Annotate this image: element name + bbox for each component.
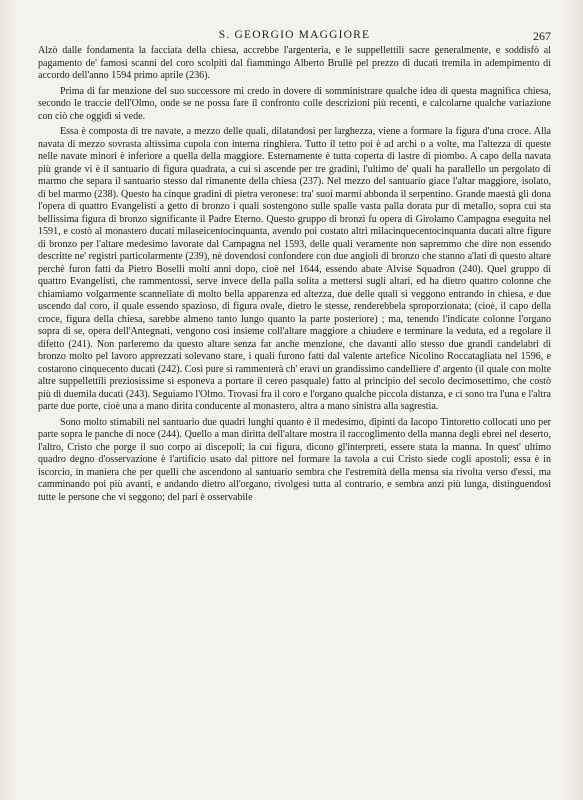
body-text <box>38 45 551 504</box>
running-header <box>38 29 551 43</box>
running-title: S. GEORGIO MAGGIORE <box>218 29 371 41</box>
paragraph-3: Essa è composta di tre navate, a mezzo delle quali, dilatandosi per larghezza, viene a formare la figura d'una croce. Alla navata di mezzo sovrasta altissima cupola con interna ringhiera. Tutto il tetto poi è ad archi o a volte, ma l'altezza di queste nelle navate minori è inferiore a quella della maggiore. Esternamente è tutta coperta di lastre di piombo. A capo della navata più grande vi è il santuario di figura quadrata, a cui si ascende per tre gradini, l'ultimo de' quali ha parallello un pergolato di marmo che separa il santuario stesso dal rimanente della chiesa (237). Nel mezzo del santuario giace l'altar maggiore, isolato, di bel marmo (238). Questo ha cinque gradini di pietra veronese: tra' suoi marmi abbonda il serpentino. Grande maestà gli dona l'opera di quattro Evangelisti a getto di bronzo i quali sostengono sulle spalle vasta palla dorata pur di metallo, sopra cui sta bellissima figura di bronzo significante il Padre Eterno. Questo gruppo di bronzi fu opera di Girolamo Campagna eseguita nel 1591, e costò al monastero ducati milaseicentocinquanta, avendo poi costato altri milacinquecentocinquanta ducati altre figure di bronzo per l'altare medesimo lavorate dal Campagna nel 1593, delle quali veramente non sapremmo che dire non essendo descritte ne' registri particolarmente (239), nè dovendosi confondere con due angioli di bronzo che stanno a'lati di questo altare perchè furon fatti da Pietro Boselli molti anni dopo, cioè nel 1644, essendo abate Alvise Squadron (240). Quel gruppo di quattro Evangelisti, che rammentossi, serve invece della palla solita a mettersi sugli altari, ed ha dietro quattro colonne che chiamiamo volgarmente scannellate di molto bella apparenza ed altezza, due delle quali si veggono entrando in chiesa, e due uscendo dal coro, il quale essendo spazioso, di figura ovale, dietro le stesse, renderebbela sproporzionata; (cioè, il capo della croce, figura della chiesa, sarebbe almeno tanto lungo quanto la parte posteriore) ; ma, tenendo l'indicate colonne l'organo sopra di se, opera dell'Antegnati, vengono così insieme coll'altare maggiore a chiudere e terminare la veduta, ed a regolare il difetto (241). Non parleremo da questo altare senza far anche menzione, che davanti allo stesso due grandi candelabri di bronzo molto pel lavoro apprezzati solevano stare, i quali furono fatti dal valente artefice Nicolino Roccatagliata nel 1596, e costarono cinquecento ducati (242). Così pure si rammenterà ch' eravi un grandissimo candelliere d' argento (il quale con molte altre suppellettili preziosissime si esponeva a portare il cereo pasquale) fatto al principio del secolo decimosettimo, che costò più di duemila ducati (243). Seguiamo l'Olmo. Trovasi fra il coro e l'organo qualche piccola distanza, e ci sono tra l'una e l'altra parte due porte, cioè una a mano dirita conducente al monastero, altra a mano sinistra alla sagrestia. <box>38 126 551 412</box>
page-number: 267 <box>533 29 551 43</box>
paragraph-1: Alzò dalle fondamenta la facciata della chiesa, accrebbe l'argenteria, e le suppellettili sacre generalmente, e soddisfò al pagamento de' famosi scanni del coro scolpiti dal fiammingo Alberto Brullè pel prezzo di ducati tremila in adempimento di accordo dell'anno 1594 primo aprile (236). <box>38 45 551 81</box>
paragraph-2: Prima di far menzione del suo successore mi credo in dovere di somministrare qualche idea di questa magnifica chiesa, secondo le traccie dell'Olmo, onde se ne possa fare il confronto colle descrizioni più recenti, e calcolarne qualche variazione con ciò che oggidì si vede. <box>38 85 551 122</box>
paragraph-4: Sono molto stimabili nel santuario due quadri lunghi quanto è il medesimo, dipinti da Iacopo Tintoretto collocati uno per parte sopra le panche di noce (244). Quello a man diritta dell'altare mostra il raccoglimento della manna degli ebrei nel deserto, l'altro, Cristo che porge il suo corpo ai discepoli; la cui figura, dicono gl'interpreti, essere stata la manna. In quest' ultimo quadro degno d'osservazione è l'artificio usato dal pittore nel formare la tavola a cui Cristo siede cogli apostoli; essa è in iscorcio, in maniera che per quelli che ascendono al santuario sembra che l'estremità della mensa sia rivolta verso d'essi, ma camminando poi più avanti, e andando dietro all'organo, rivolgesi tutta al contrario, e sembra anzi più lunga, distinguendosi tutte le persone che vi seggono; del pari è osservabile <box>38 416 551 503</box>
